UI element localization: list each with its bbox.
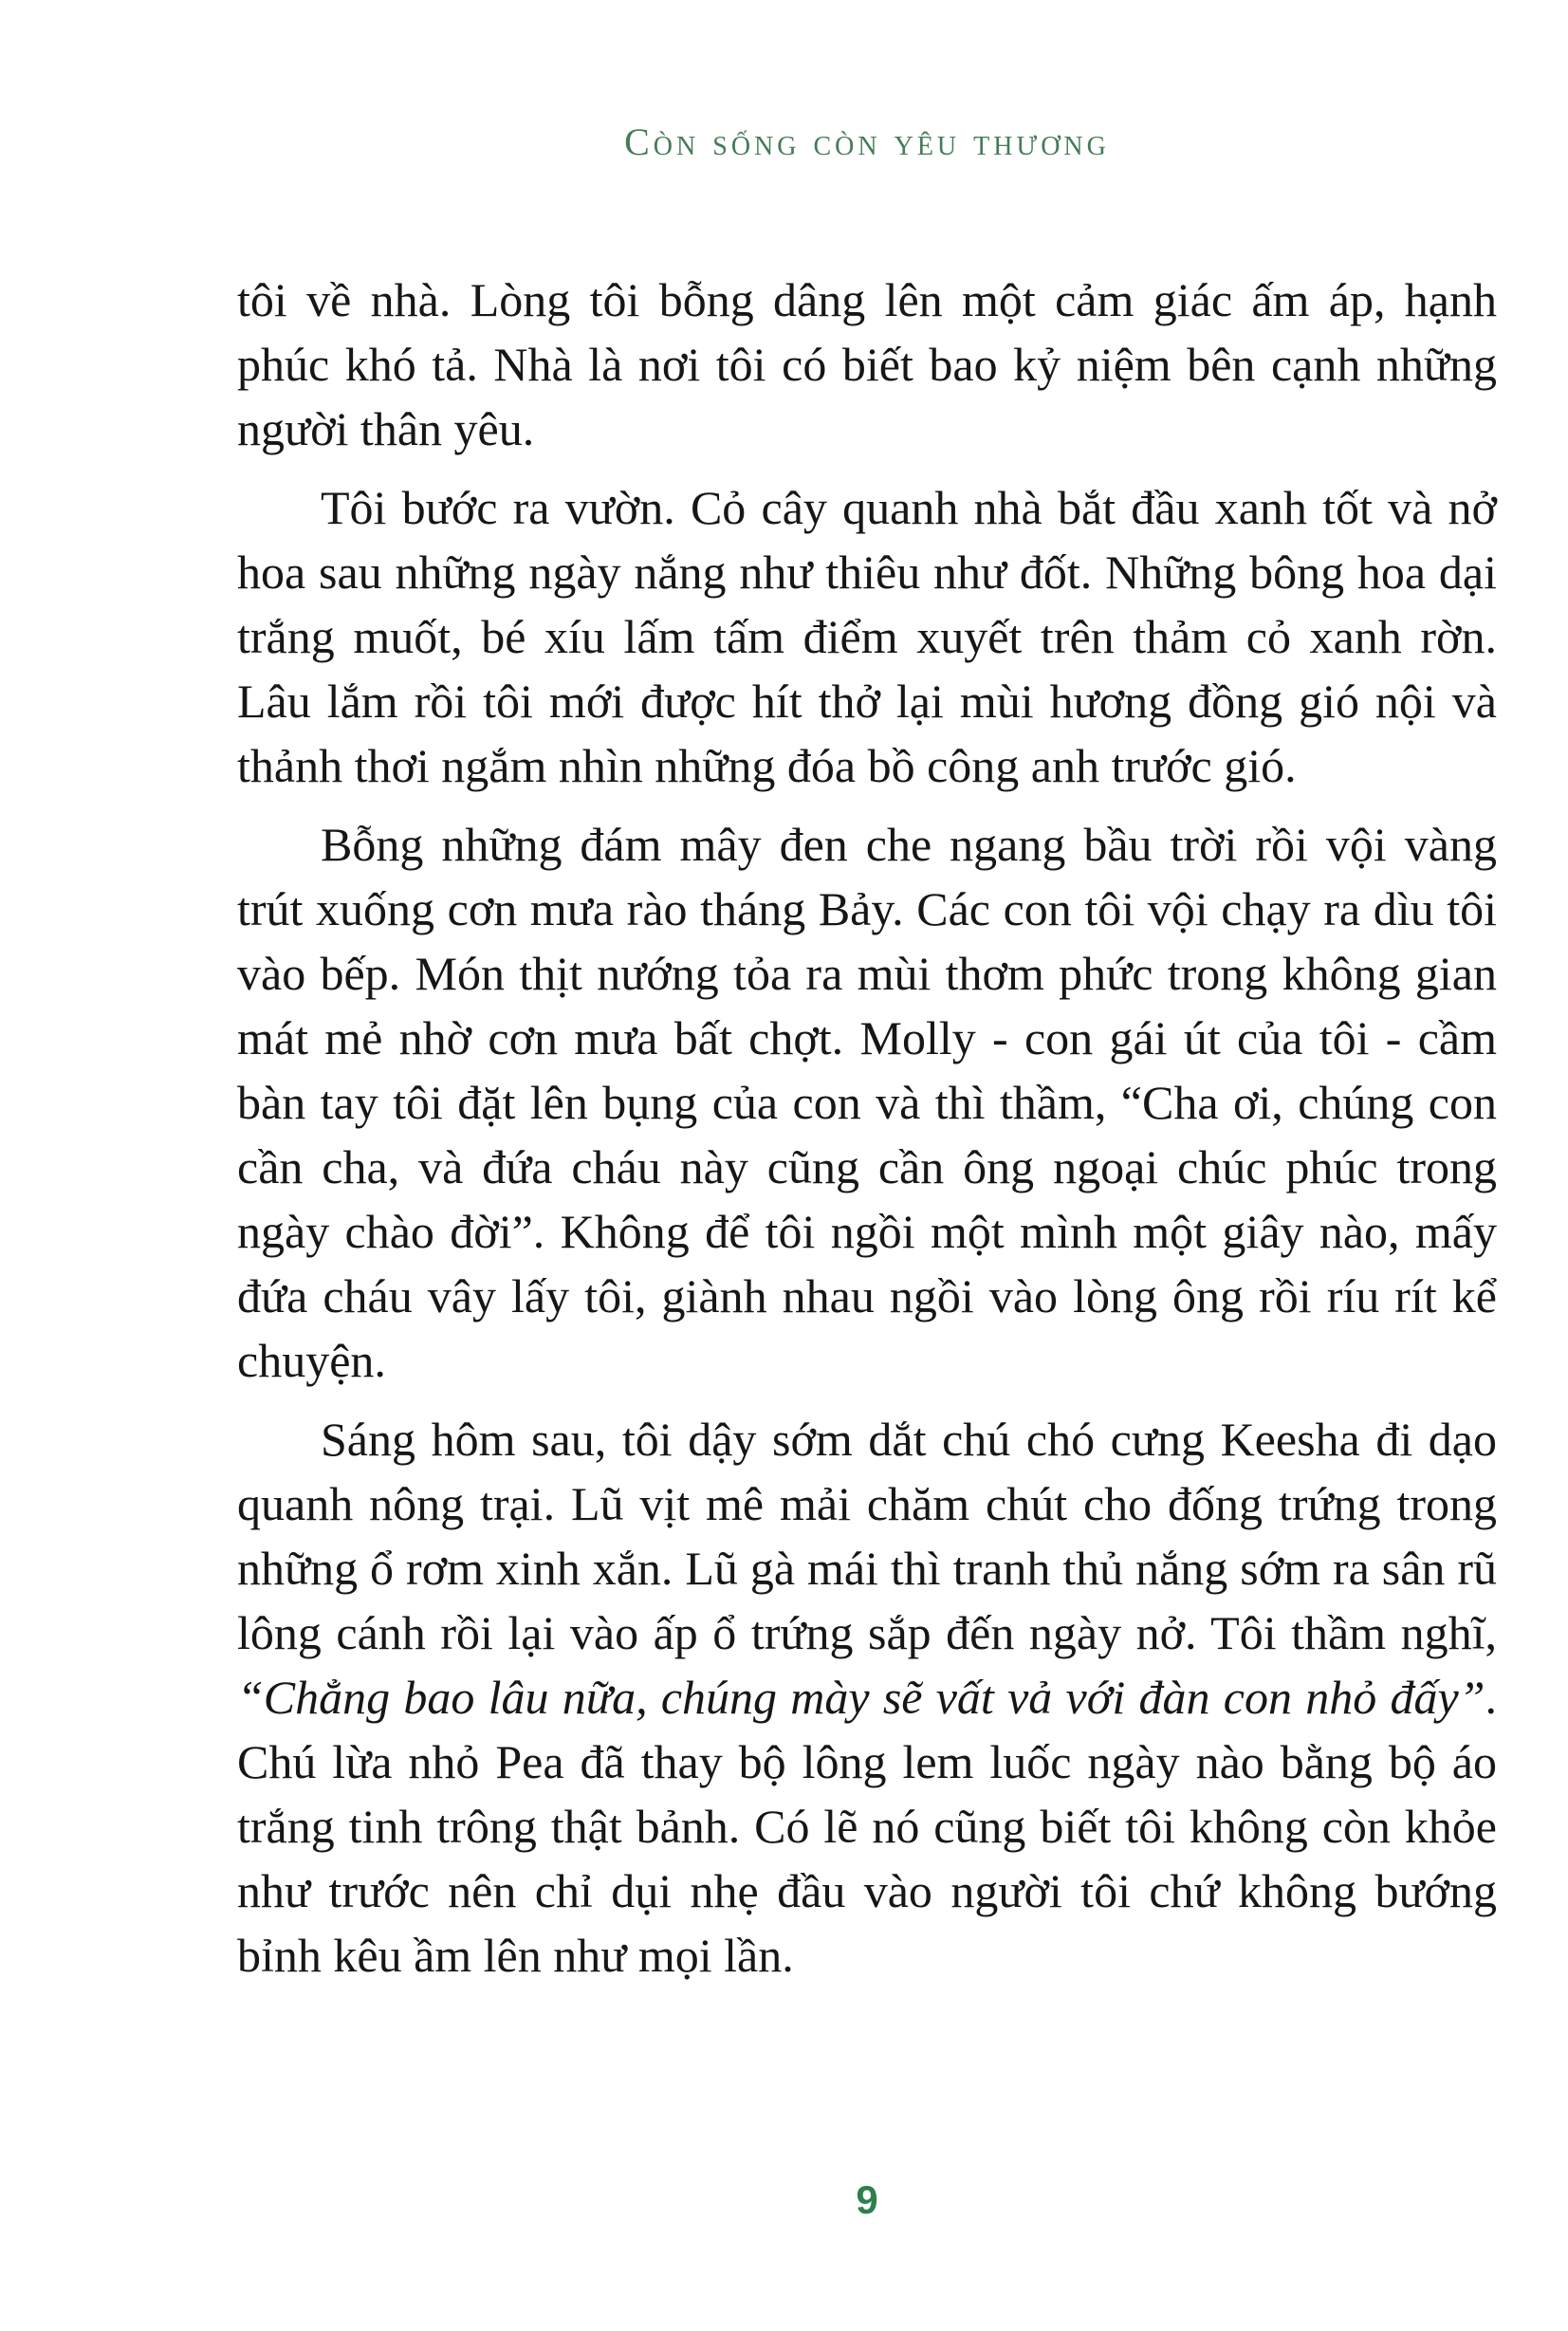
text-segment: Tôi bước ra vườn. Cỏ cây quanh nhà bắt đầu xanh tốt và nở hoa sau những ngày nắng như thiêu như đốt. Những bông hoa dại trắng muốt, bé xíu lấm tấm điểm xuyết trên thảm cỏ xanh rờn. Lâu lắm rồi tôi mới được hít thở lại mùi hương đồng gió nội và thảnh thơi ngắm nhìn những đóa bồ công anh trước gió. — [237, 481, 1497, 792]
text-segment: Bỗng những đám mây đen che ngang bầu trời rồi vội vàng trút xuống cơn mưa rào tháng Bảy. Các con tôi vội chạy ra dìu tôi vào bếp. Món thịt nướng tỏa ra mùi thơm phức trong không gian mát mẻ nhờ cơn mưa bất chợt. Molly - con gái út của tôi - cầm bàn tay tôi đặt lên bụng của con và thì thầm, “Cha ơi, chúng con cần cha, và đứa cháu này cũng cần ông ngoại chúc phúc trong ngày chào đời”. Không để tôi ngồi một mình một giây nào, mấy đứa cháu vây lấy tôi, giành nhau ngồi vào lòng ông rồi ríu rít kể chuyện. — [237, 818, 1497, 1387]
italic-text-segment: “Chẳng bao lâu nữa, chúng mày sẽ vất vả với đàn con nhỏ đấy” — [237, 1671, 1485, 1724]
body-text — [237, 268, 1497, 2002]
text-segment: Sáng hôm sau, tôi dậy sớm dắt chú chó cưng Keesha đi dạo quanh nông trại. Lũ vịt mê mải chăm chút cho đống trứng trong những ổ rơm xinh xắn. Lũ gà mái thì tranh thủ nắng sớm ra sân rũ lông cánh rồi lại vào ấp ổ trứng sắp đến ngày nở. Tôi thầm nghĩ, — [237, 1413, 1497, 1659]
paragraph — [237, 812, 1497, 1393]
paragraph — [237, 1407, 1497, 1988]
running-header: Còn sống còn yêu thương — [624, 120, 1110, 163]
text-segment: tôi về nhà. Lòng tôi bỗng dâng lên một cảm giác ấm áp, hạnh phúc khó tả. Nhà là nơi tôi có biết bao kỷ niệm bên cạnh những người thân yêu. — [237, 273, 1497, 455]
paragraph — [237, 475, 1497, 798]
paragraph — [237, 268, 1497, 461]
text-segment: . Chú lừa nhỏ Pea đã thay bộ lông lem luốc ngày nào bằng bộ áo trắng tinh trông thật bảnh. Có lẽ nó cũng biết tôi không còn khỏe như trước nên chỉ dụi nhẹ đầu vào người tôi chứ không bướng bỉnh kêu ầm lên như mọi lần. — [237, 1671, 1497, 1982]
page-number: 9 — [856, 2177, 878, 2222]
